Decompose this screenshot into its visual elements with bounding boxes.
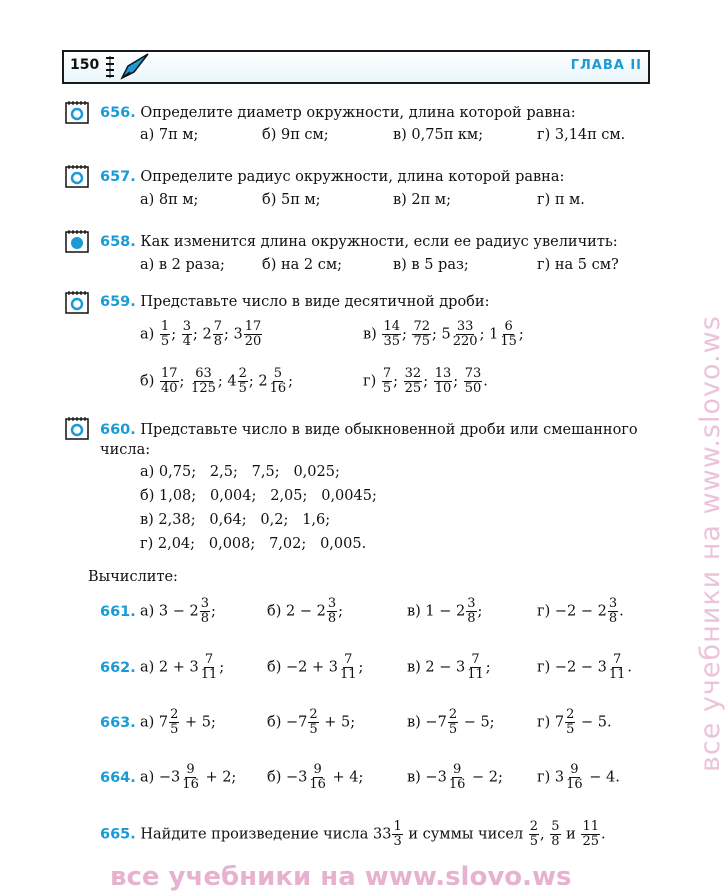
option-c: в) −7 $\frac{2}{5}$ − 5; xyxy=(407,707,495,737)
notepad-circle-icon xyxy=(64,163,90,189)
fraction: $\frac{33}{220}$ xyxy=(452,319,478,349)
fraction: $\frac{7}{8}$ xyxy=(213,319,222,349)
option-d: г) −2 − 2 $\frac{3}{8}$ . xyxy=(537,596,624,626)
option-label: г) xyxy=(363,373,377,390)
fraction: $\frac{5}{16}$ xyxy=(269,366,287,396)
option-c: в) −3 $\frac{9}{16}$ − 2; xyxy=(407,762,503,792)
exercise-statement-cont: числа: xyxy=(100,442,151,458)
exercise-number: 657. xyxy=(100,169,136,185)
notepad-circle-icon xyxy=(64,415,90,441)
fraction: $\frac{73}{50}$ xyxy=(464,366,482,396)
option-c: в) $\frac{14}{35}$ ; $\frac{72}{75}$ ; 5 $\frac{33}{220}$ ; 1 $\frac{6}{15}$ ; xyxy=(363,319,524,349)
exercise-number: 664. xyxy=(100,770,136,786)
option-label: в) xyxy=(363,326,377,343)
option-d: г) $\frac{7}{5}$ ; $\frac{32}{25}$ ; $\frac{13}{10}$ ; $\frac{73}{50}$ . xyxy=(363,366,488,396)
option-c: в) 0,75π км; xyxy=(393,127,484,143)
exercise-statement: Представьте число в виде десятичной дроби: xyxy=(140,294,490,310)
watermark-side: все учебники на www.slovo.ws xyxy=(695,315,726,772)
option-c: в) в 5 раз; xyxy=(393,257,469,273)
notepad-filled-circle-icon xyxy=(64,228,90,254)
exercise-statement: Как изменится длина окружности, если ее радиус увеличить: xyxy=(140,234,618,250)
section-heading: Вычислите: xyxy=(88,569,178,585)
option-c: в) 2,38; 0,64; 0,2; 1,6; xyxy=(140,512,331,528)
option-a: а) 3 − 2 $\frac{3}{8}$ ; xyxy=(140,596,216,626)
option-label: а) xyxy=(140,326,155,343)
fraction: $\frac{32}{25}$ xyxy=(404,366,422,396)
option-b: б) 1,08; 0,004; 2,05; 0,0045; xyxy=(140,488,377,504)
exercise-number: 662. xyxy=(100,660,136,676)
exercise-665-text: 665. Найдите произведение числа 33 $\frac{1}{3}$ и суммы чисел $\frac{2}{5}$ , $\frac{5}{8}$ и $\frac{11}{25}$ . xyxy=(100,819,606,849)
watermark-bottom: все учебники на www.slovo.ws xyxy=(110,862,572,892)
option-b: б) 5π м; xyxy=(262,192,321,208)
option-a: а) −3 $\frac{9}{16}$ + 2; xyxy=(140,762,237,792)
exercise-number: 663. xyxy=(100,715,136,731)
option-b: б) 9π см; xyxy=(262,127,329,143)
option-d: г) π м. xyxy=(537,192,585,208)
fraction: $\frac{63}{125}$ xyxy=(191,366,216,396)
option-b: б) −2 + 3 $\frac{7}{11}$ ; xyxy=(267,652,364,682)
fraction: $\frac{72}{75}$ xyxy=(413,319,431,349)
option-a: а) 7π м; xyxy=(140,127,199,143)
chapter-title: ГЛАВА II xyxy=(570,58,642,73)
option-a: а) $\frac{1}{5}$ ; $\frac{3}{4}$ ; 2 $\frac{7}{8}$ ; 3 $\frac{17}{20}$ xyxy=(140,319,262,349)
fraction: $\frac{6}{15}$ xyxy=(500,319,517,349)
page-header xyxy=(62,50,650,84)
exercise-656-text xyxy=(100,104,576,122)
fraction: $\frac{1}{5}$ xyxy=(160,319,170,349)
option-d: г) 7 $\frac{2}{5}$ − 5. xyxy=(537,707,612,737)
fraction: $\frac{17}{40}$ xyxy=(161,366,178,396)
page-number: 150 xyxy=(70,57,100,73)
option-c: в) 1 − 2 $\frac{3}{8}$ ; xyxy=(407,596,483,626)
option-d: г) на 5 см? xyxy=(537,257,619,273)
exercise-number: 658. xyxy=(100,234,136,250)
option-d: г) 3 $\frac{9}{16}$ − 4. xyxy=(537,762,620,792)
option-b: б) −3 $\frac{9}{16}$ + 4; xyxy=(267,762,364,792)
notepad-circle-icon xyxy=(64,99,90,125)
option-b: б) 2 − 2 $\frac{3}{8}$ ; xyxy=(267,596,343,626)
exercise-statement: Определите диаметр окружности, длина которой равна: xyxy=(140,105,576,121)
option-d: г) 2,04; 0,008; 7,02; 0,005. xyxy=(140,536,367,552)
fraction: $\frac{2}{5}$ xyxy=(238,366,247,396)
pen-icon xyxy=(120,52,150,80)
exercise-659-text xyxy=(100,293,489,311)
exercise-statement: Представьте число в виде обыкновенной дроби или смешанного xyxy=(140,422,638,438)
exercise-number: 659. xyxy=(100,294,136,310)
exercise-658-text xyxy=(100,233,618,251)
exercise-statement: Определите радиус окружности, длина которой равна: xyxy=(140,169,565,185)
option-d: г) 3,14π см. xyxy=(537,127,626,143)
option-b: б) на 2 см; xyxy=(262,257,343,273)
fraction: $\frac{13}{10}$ xyxy=(434,366,452,396)
option-d: г) −2 − 3 $\frac{7}{11}$ . xyxy=(537,652,632,682)
option-label: б) xyxy=(140,373,155,390)
fraction: $\frac{7}{5}$ xyxy=(382,366,392,396)
option-c: в) 2π м; xyxy=(393,192,451,208)
exercise-number: 656. xyxy=(100,105,136,121)
option-a: а) 0,75; 2,5; 7,5; 0,025; xyxy=(140,464,340,480)
option-b: б) −7 $\frac{2}{5}$ + 5; xyxy=(267,707,356,737)
fraction: $\frac{17}{20}$ xyxy=(244,319,262,349)
exercise-657-text xyxy=(100,168,564,186)
exercise-number: 665. xyxy=(100,826,136,843)
spiral-icon xyxy=(104,54,116,80)
option-a: а) в 2 раза; xyxy=(140,257,225,273)
exercise-number: 660. xyxy=(100,422,136,438)
option-a: а) 8π м; xyxy=(140,192,199,208)
exercise-number: 661. xyxy=(100,604,136,620)
notepad-circle-icon xyxy=(64,289,90,315)
option-a: а) 2 + 3 $\frac{7}{11}$ ; xyxy=(140,652,225,682)
option-a: а) 7 $\frac{2}{5}$ + 5; xyxy=(140,707,216,737)
option-b: б) $\frac{17}{40}$ ; $\frac{63}{125}$ ; 4 $\frac{2}{5}$ ; 2 $\frac{5}{16}$ ; xyxy=(140,366,294,396)
fraction: $\frac{14}{35}$ xyxy=(383,319,400,349)
option-c: в) 2 − 3 $\frac{7}{11}$ ; xyxy=(407,652,491,682)
fraction: $\frac{3}{4}$ xyxy=(182,319,191,349)
exercise-660-text xyxy=(100,421,638,439)
